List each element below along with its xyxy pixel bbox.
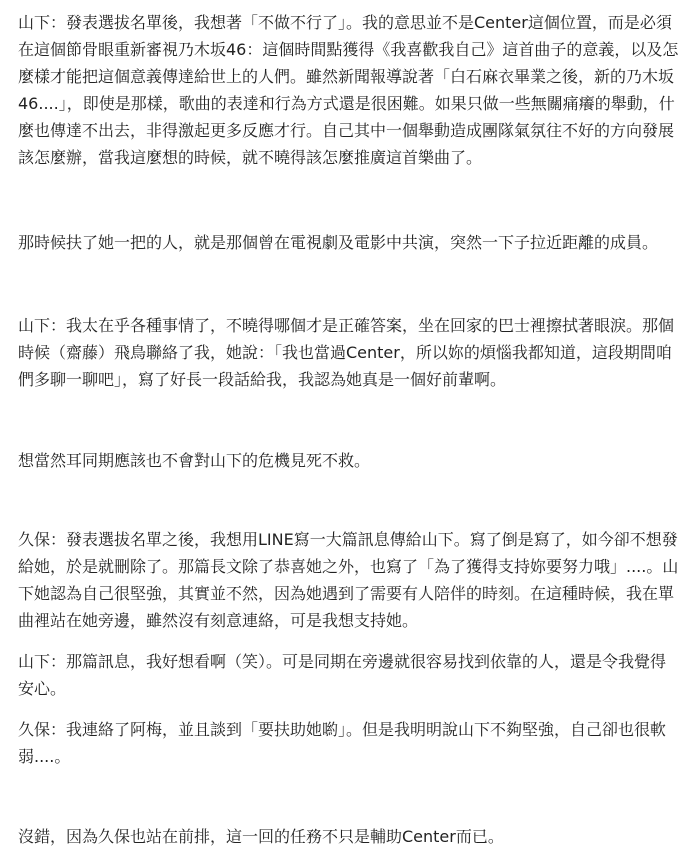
paragraph-narration-3: 沒錯，因為久保也站在前排，這一回的任務不只是輔助Center而已。 [18, 827, 504, 846]
paragraph-narration-1: 那時候扶了她一把的人，就是那個曾在電視劇及電影中共演，突然一下子拉近距離的成員。 [18, 233, 659, 252]
paragraph-kubo-1: 久保：發表選拔名單之後，我想用LINE寫一大篇訊息傳給山下。寫了倒是寫了，如今卻不想發給她，於是就刪除了。那篇長文除了恭喜她之外，也寫了「為了獲得支持妳要努力哦」....。山下她認為自己很堅強，其實並不然，因為她遇到了需要有人陪伴的時刻。在這種時候，我在單曲裡站在她旁邊，雖然沒有刻意連絡，可是我想支持她。 [18, 530, 679, 630]
paragraph-yamashita-1: 山下：發表選拔名單後，我想著「不做不行了」。我的意思並不是Center這個位置，而是必須在這個節骨眼重新審視乃木坂46：這個時間點獲得《我喜歡我自己》這首曲子的意義，以及怎麼樣才能把這個意義傳達給世上的人們。雖然新聞報導說著「白石麻衣畢業之後，新的乃木坂46....」，即使是那樣，歌曲的表達和行為方式還是很困難。如果只做一些無關痛癢的舉動，什麼也傳達不出去，非得激起更多反應才行。自己其中一個舉動造成團隊氣氛往不好的方向發展該怎麼辦，當我這麼想的時候，就不曉得該怎麼推廣這首樂曲了。 [18, 13, 679, 167]
paragraph-narration-2: 想當然耳同期應該也不會對山下的危機見死不救。 [18, 451, 371, 470]
paragraph-kubo-2: 久保：我連絡了阿梅，並且談到「要扶助她喲」。但是我明明說山下不夠堅強，自己卻也很軟弱....。 [18, 720, 667, 766]
paragraph-yamashita-2: 山下：我太在乎各種事情了，不曉得哪個才是正確答案，坐在回家的巴士裡擦拭著眼淚。那個時候（齋藤）飛鳥聯絡了我，她說：「我也當過Center，所以妳的煩惱我都知道，這段期間咱們多聊一聊吧」，寫了好長一段話給我，我認為她真是一個好前輩啊。 [18, 316, 675, 389]
paragraph-yamashita-3: 山下：那篇訊息，我好想看啊（笑）。可是同期在旁邊就很容易找到依靠的人，還是令我覺得安心。 [18, 652, 667, 698]
